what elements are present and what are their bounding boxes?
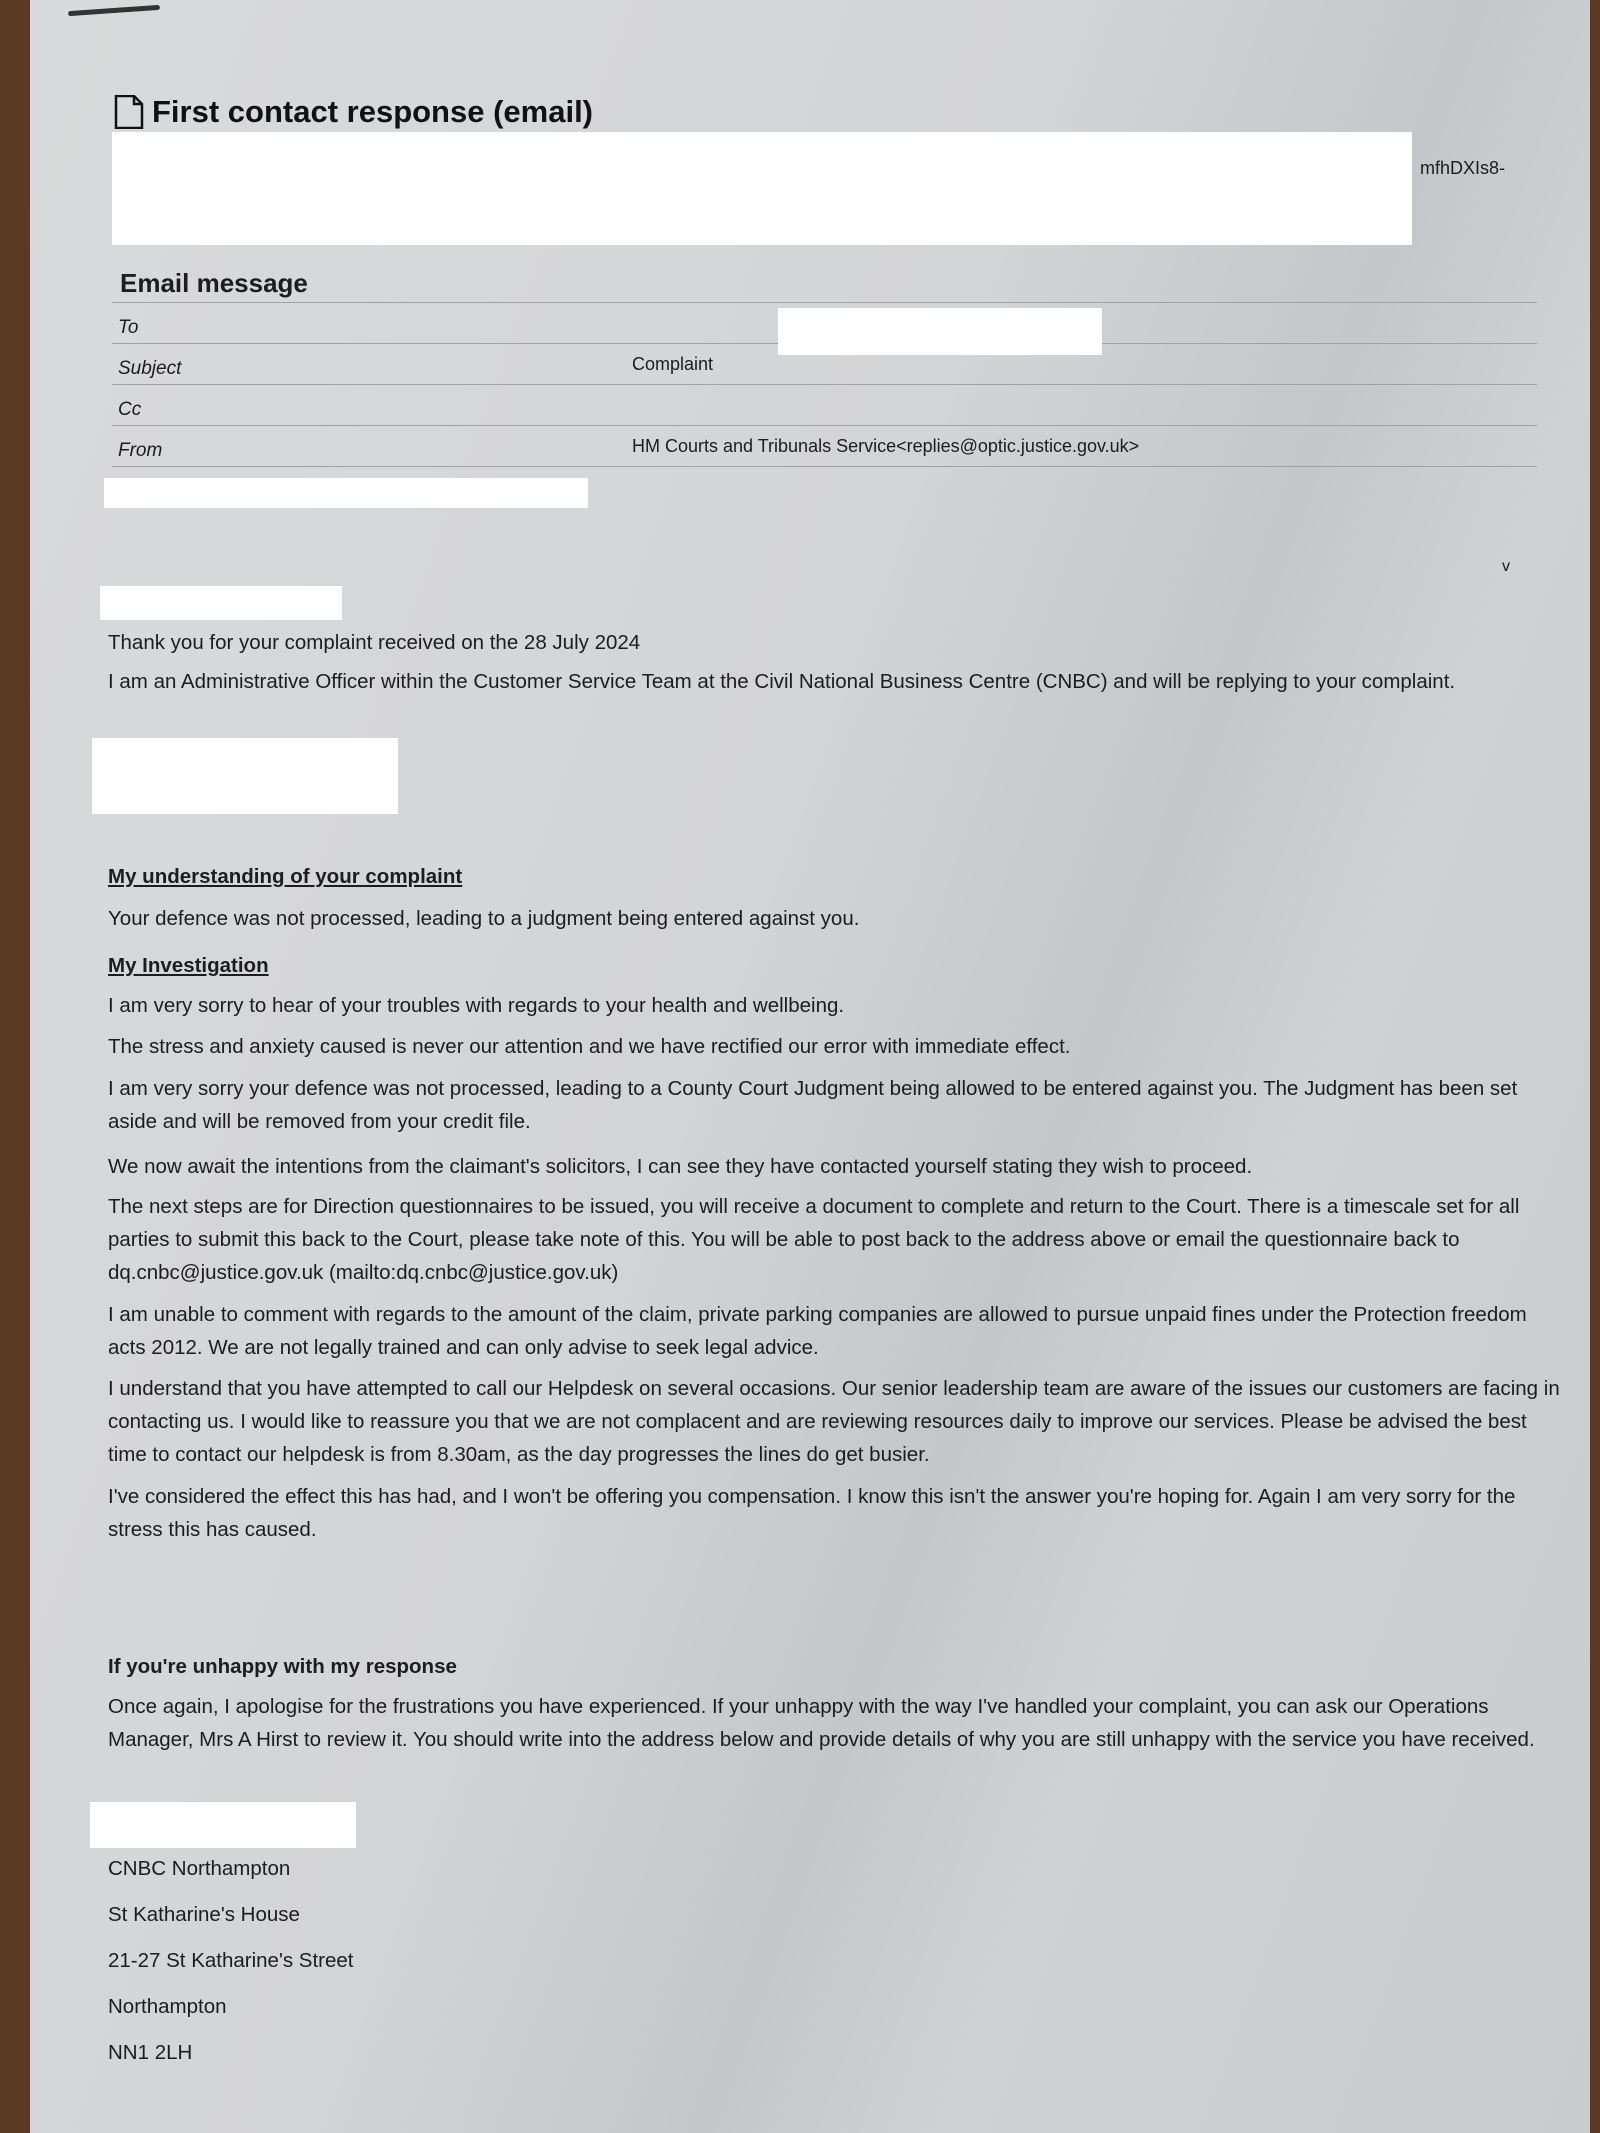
intro-paragraph: Thank you for your complaint received on the 28 July 2024 bbox=[108, 631, 641, 654]
investigation-paragraph: We now await the intentions from the claimant's solicitors, I can see they have contacted yourself stating they wish to proceed. bbox=[108, 1155, 1253, 1178]
email-row-from bbox=[112, 425, 1537, 467]
row-label: From bbox=[118, 440, 163, 461]
document-page bbox=[30, 0, 1590, 2133]
redaction-block bbox=[90, 1802, 356, 1848]
address-line: CNBC Northampton bbox=[108, 1857, 291, 1880]
address-line: 21-27 St Katharine's Street bbox=[108, 1949, 354, 1972]
investigation-heading: My Investigation bbox=[108, 954, 269, 977]
redaction-block bbox=[112, 132, 1412, 245]
redaction-block bbox=[104, 478, 588, 508]
investigation-paragraph: I am very sorry to hear of your troubles with regards to your health and wellbeing. bbox=[108, 994, 845, 1017]
investigation-paragraph: I understand that you have attempted to call our Helpdesk on several occasions. Our senior leadership team are aware of the issues our customers are facing in contacting us. I would like to reassure you that we are not complacent and are reviewing resources daily to improve our services. Please be advised the best time to contact our helpdesk is from 8.30am, as the day progresses the lines do get busier. bbox=[108, 1377, 1560, 1466]
row-label: To bbox=[118, 317, 139, 338]
email-message-heading: Email message bbox=[120, 268, 308, 298]
document-title bbox=[114, 94, 593, 130]
understanding-heading: My understanding of your complaint bbox=[108, 865, 463, 888]
document-title-text: First contact response (email) bbox=[152, 94, 594, 129]
unhappy-paragraph: Once again, I apologise for the frustrations you have experienced. If your unhappy with the way I've handled your complaint, you can ask our Operations Manager, Mrs A Hirst to review it. You should write into the address below and provide details of why you are still unhappy with the service you have received. bbox=[108, 1695, 1535, 1751]
email-row-cc bbox=[112, 384, 1537, 425]
row-label: Subject bbox=[118, 358, 182, 379]
investigation-paragraph: I am very sorry your defence was not processed, leading to a County Court Judgment being allowed to be entered against you. The Judgment has been set aside and will be removed from your credit file. bbox=[108, 1077, 1518, 1133]
redaction-block bbox=[778, 308, 1102, 355]
investigation-paragraph: I am unable to comment with regards to the amount of the claim, private parking companies are allowed to pursue unpaid fines under the Protection freedom acts 2012. We are not legally trained and can only advise to seek legal advice. bbox=[108, 1303, 1527, 1359]
row-value: HM Courts and Tribunals Service<replies@optic.justice.gov.uk> bbox=[632, 436, 1140, 456]
investigation-paragraph: The stress and anxiety caused is never our attention and we have rectified our error with immediate effect. bbox=[108, 1035, 1071, 1058]
redaction-block bbox=[92, 738, 398, 814]
redaction-block bbox=[100, 586, 342, 620]
address-line: Northampton bbox=[108, 1995, 227, 2018]
collapse-chevron-icon: v bbox=[1502, 558, 1510, 575]
row-value: Complaint bbox=[632, 354, 714, 374]
unhappy-heading: If you're unhappy with my response bbox=[108, 1655, 457, 1678]
address-line: NN1 2LH bbox=[108, 2041, 193, 2064]
document-icon bbox=[114, 95, 144, 129]
pen-mark bbox=[68, 5, 160, 16]
intro-paragraph: I am an Administrative Officer within the Customer Service Team at the Civil National Business Centre (CNBC) and will be replying to your complaint. bbox=[108, 670, 1456, 693]
investigation-paragraph: The next steps are for Direction questionnaires to be issued, you will receive a document to complete and return to the Court. There is a timescale set for all parties to submit this back to the Court, please take note of this. You will be able to post back to the address above or email the questionnaire back to dq.cnbc@justice.gov.uk (mailto:dq.cnbc@justice.gov.uk) bbox=[108, 1195, 1520, 1284]
understanding-text: Your defence was not processed, leading to a judgment being entered against you. bbox=[108, 907, 860, 930]
address-line: St Katharine's House bbox=[108, 1903, 300, 1926]
investigation-paragraph: I've considered the effect this has had, and I won't be offering you compensation. I know this isn't the answer you're hoping for. Again I am very sorry for the stress this has caused. bbox=[108, 1485, 1516, 1541]
reference-fragment: mfhDXIs8- bbox=[1420, 158, 1506, 178]
row-label: Cc bbox=[118, 399, 142, 420]
